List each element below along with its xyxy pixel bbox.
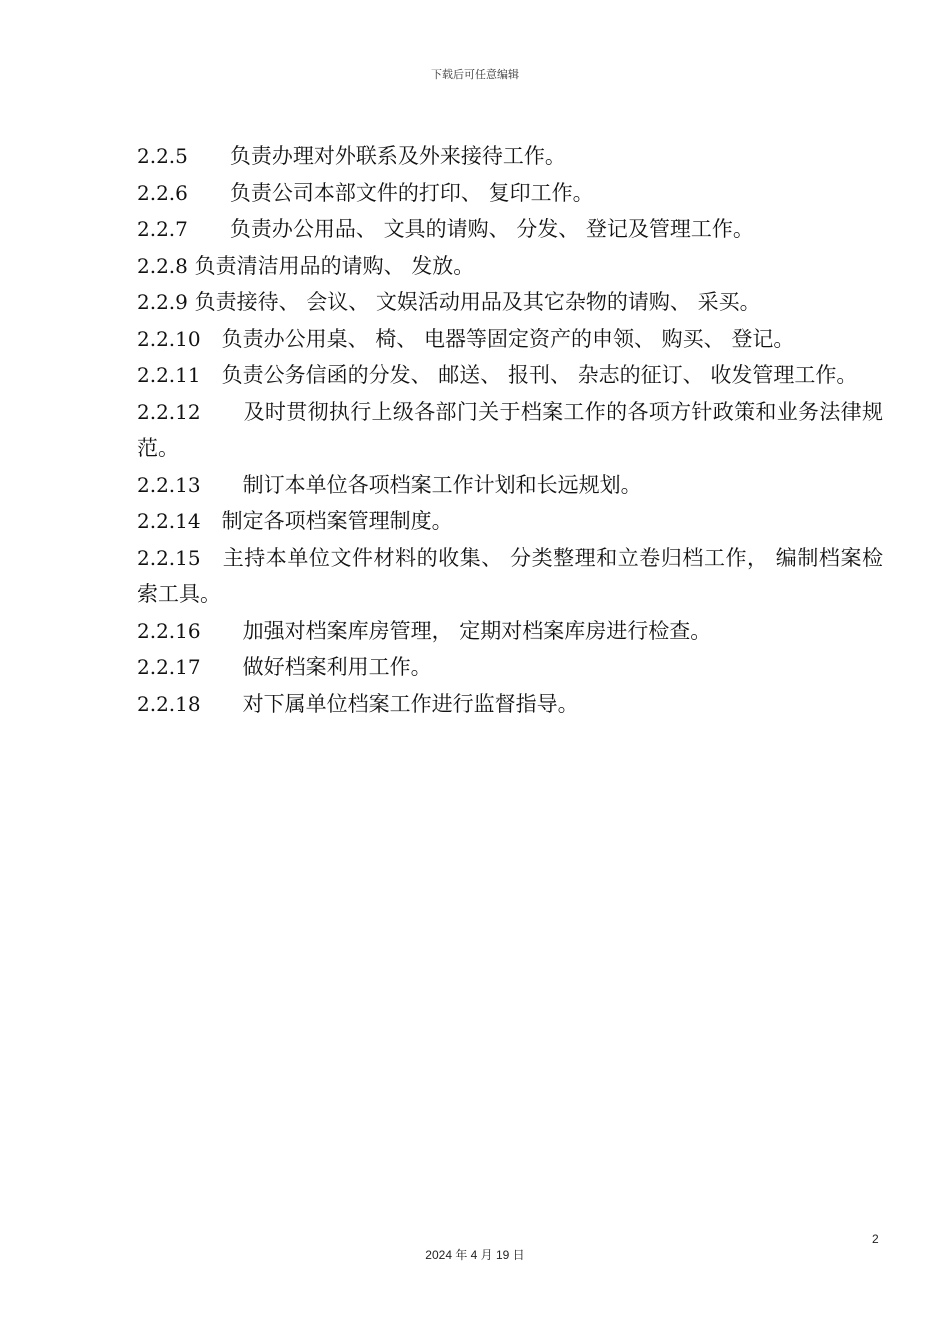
clause-number: 2.2.5 [137,144,188,168]
clause-gap [188,254,195,278]
footer-date: 2024 年 4 月 19 日 [425,1248,525,1262]
clause-text: 负责公司本部文件的打印、 复印工作。 [229,180,594,205]
page-number: 2 [872,1232,879,1246]
clause-number: 2.2.14 [137,509,201,533]
clause-2-2-18 [137,686,883,723]
clause-gap [201,363,222,387]
clause-gap [188,217,230,241]
clause-text: 制定各项档案管理制度。 [221,509,453,533]
clause-text: 及时贯彻执行上级各部门关于档案工作的各项方针政策和业务法律规范。 [137,399,884,460]
clause-text: 制订本单位各项档案工作计划和长远规划。 [242,472,642,497]
clause-gap [188,290,195,314]
clause-2-2-8 [137,248,883,285]
clause-number: 2.2.7 [137,217,188,241]
clause-text: 负责接待、 会议、 文娱活动用品及其它杂物的请购、 采买。 [194,290,761,314]
clause-gap [201,400,244,424]
clause-gap [188,144,230,168]
clause-gap [188,181,230,205]
clause-gap [201,473,243,497]
clause-text: 负责办公用桌、 椅、 电器等固定资产的申领、 购买、 登记。 [221,326,795,351]
clause-gap [201,619,243,643]
clause-number: 2.2.17 [137,655,201,679]
clause-2-2-10 [137,321,883,358]
clause-number: 2.2.18 [137,691,201,716]
clause-number: 2.2.13 [137,472,201,497]
clause-number: 2.2.8 [137,253,188,278]
clause-2-2-15 [137,540,883,613]
clause-text: 负责公务信函的分发、 邮送、 报刊、 杂志的征订、 收发管理工作。 [221,363,858,387]
clause-number: 2.2.9 [137,290,188,314]
clause-2-2-14 [137,503,883,540]
clause-2-2-12 [137,394,883,467]
clause-number: 2.2.12 [137,399,201,424]
clause-2-2-5 [137,138,883,175]
clause-gap [201,327,222,351]
header-note: 下载后可任意编辑 [431,68,519,81]
clause-2-2-16 [137,613,883,650]
clause-number: 2.2.16 [137,618,201,643]
clause-text: 做好档案利用工作。 [242,655,432,679]
clause-text: 负责办公用品、 文具的请购、 分发、 登记及管理工作。 [229,217,754,241]
clause-text: 对下属单位档案工作进行监督指导。 [242,691,579,716]
clause-2-2-7 [137,211,883,248]
clause-2-2-17 [137,649,883,686]
clause-text: 主持本单位文件材料的收集、 分类整理和立卷归档工作， 编制档案检索工具。 [137,545,883,606]
clause-text: 负责清洁用品的请购、 发放。 [194,253,475,278]
clause-2-2-13 [137,467,883,504]
clause-number: 2.2.15 [137,545,201,570]
document-body [137,138,883,722]
clause-number: 2.2.10 [137,326,201,351]
clause-gap [201,655,243,679]
clause-2-2-9 [137,284,883,321]
clause-gap [201,546,223,570]
clause-gap [201,692,243,716]
clause-2-2-11 [137,357,883,394]
clause-number: 2.2.6 [137,180,188,205]
clause-gap [201,509,222,533]
clause-2-2-6 [137,175,883,212]
clause-text: 加强对档案库房管理， 定期对档案库房进行检查。 [242,618,712,643]
clause-number: 2.2.11 [137,363,201,387]
clause-text: 负责办理对外联系及外来接待工作。 [229,144,566,168]
